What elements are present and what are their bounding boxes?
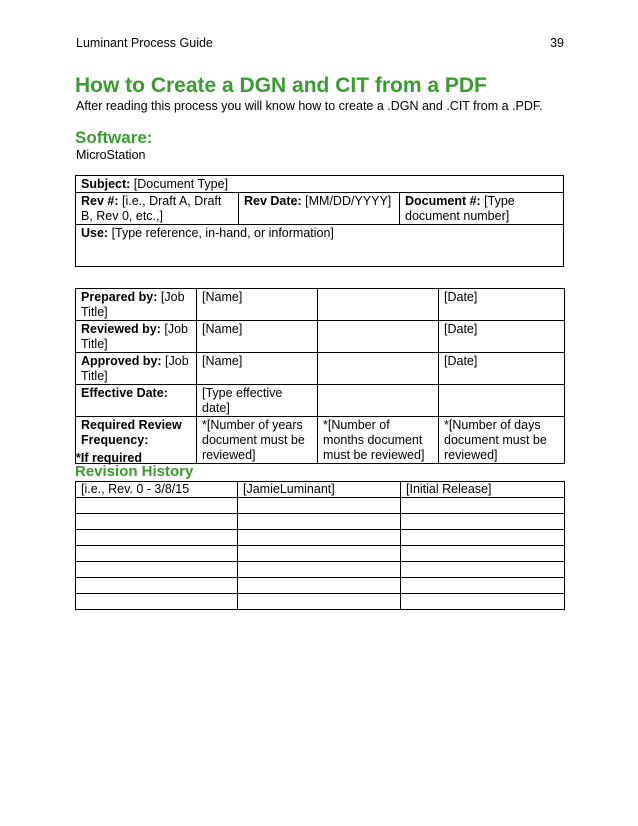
document-number-label: Document #: [405,194,481,208]
software-value: MicroStation [76,148,146,162]
subject-value: [Document Type] [130,177,229,191]
revision-author-cell[interactable]: [JamieLuminant] [238,482,401,498]
effective-blank-2[interactable] [439,385,565,417]
revision-author-cell[interactable] [238,498,401,514]
effective-date-value[interactable]: [Type effective date] [197,385,318,417]
rev-date-cell[interactable] [239,193,400,225]
revision-row [76,594,565,610]
revision-author-cell[interactable] [238,578,401,594]
prepared-name[interactable]: [Name] [197,289,318,321]
effective-date-label: Effective Date: [76,385,197,417]
revision-cell[interactable] [76,594,238,610]
page-title: How to Create a DGN and CIT from a PDF [75,74,487,97]
revision-cell[interactable] [76,562,238,578]
review-frequency-label: Required Review Frequency: [76,417,197,464]
software-heading: Software: [75,128,153,147]
approved-by-label: Approved by: [81,354,162,368]
revision-author-cell[interactable] [238,514,401,530]
subject-cell[interactable] [76,176,564,193]
review-years[interactable]: *[Number of years document must be reviewed] [197,417,318,464]
approved-blank[interactable] [318,353,439,385]
revision-description-cell[interactable] [401,594,565,610]
revision-row [76,546,565,562]
revision-cell[interactable] [76,514,238,530]
document-info-table [75,175,564,267]
approval-table [75,288,565,464]
revision-description-cell[interactable] [401,514,565,530]
prepared-date[interactable]: [Date] [439,289,565,321]
effective-blank-1[interactable] [318,385,439,417]
reviewed-by-value: [Job Title] [81,322,188,351]
rev-date-label: Rev Date: [244,194,302,208]
revision-description-cell[interactable] [401,562,565,578]
use-label: Use: [81,226,109,240]
approved-by-value: [Job Title] [81,354,189,383]
use-cell[interactable] [76,225,564,267]
reviewed-name[interactable]: [Name] [197,321,318,353]
review-days[interactable]: *[Number of days document must be reviewed] [439,417,565,464]
revision-cell[interactable] [76,546,238,562]
revision-cell[interactable] [76,498,238,514]
revision-description-cell[interactable] [401,530,565,546]
revision-row [76,498,565,514]
reviewed-blank[interactable] [318,321,439,353]
revision-row [76,530,565,546]
approved-name[interactable]: [Name] [197,353,318,385]
subject-label: Subject: [81,177,131,191]
revision-row [76,514,565,530]
header-title: Luminant Process Guide [76,36,213,50]
revision-cell[interactable] [76,530,238,546]
revision-cell[interactable] [76,578,238,594]
revision-row [76,482,565,498]
use-value: [Type reference, in-hand, or information] [108,226,334,240]
revision-author-cell[interactable] [238,530,401,546]
revision-row [76,562,565,578]
revision-cell[interactable]: [i.e., Rev. 0 - 3/8/15 [76,482,238,498]
revision-history-heading: Revision History [75,463,194,480]
review-months[interactable]: *[Number of months document must be reviewed] [318,417,439,464]
prepared-blank[interactable] [318,289,439,321]
rev-label: Rev #: [81,194,119,208]
revision-row [76,578,565,594]
document-number-cell[interactable] [400,193,564,225]
revision-author-cell[interactable] [238,562,401,578]
revision-description-cell[interactable]: [Initial Release] [401,482,565,498]
revision-description-cell[interactable] [401,498,565,514]
rev-date-value: [MM/DD/YYYY] [301,194,392,208]
revision-description-cell[interactable] [401,578,565,594]
approved-by-cell [76,353,197,385]
revision-author-cell[interactable] [238,546,401,562]
reviewed-date[interactable]: [Date] [439,321,565,353]
rev-value: [i.e., Draft A, Draft B, Rev 0, etc.,] [81,194,222,223]
revision-author-cell[interactable] [238,594,401,610]
prepared-by-value: [Job Title] [81,290,185,319]
revision-history-table [75,481,565,610]
rev-cell[interactable] [76,193,239,225]
prepared-by-label: Prepared by: [81,290,158,304]
page-header [76,36,564,50]
page-subtitle: After reading this process you will know how to create a .DGN and .CIT from a .PDF. [76,99,543,113]
page-number: 39 [550,36,564,50]
reviewed-by-cell [76,321,197,353]
revision-description-cell[interactable] [401,546,565,562]
reviewed-by-label: Reviewed by: [81,322,161,336]
if-required-note: *If required [76,451,142,465]
approved-date[interactable]: [Date] [439,353,565,385]
prepared-by-cell [76,289,197,321]
document-number-value: [Type document number] [405,194,515,223]
